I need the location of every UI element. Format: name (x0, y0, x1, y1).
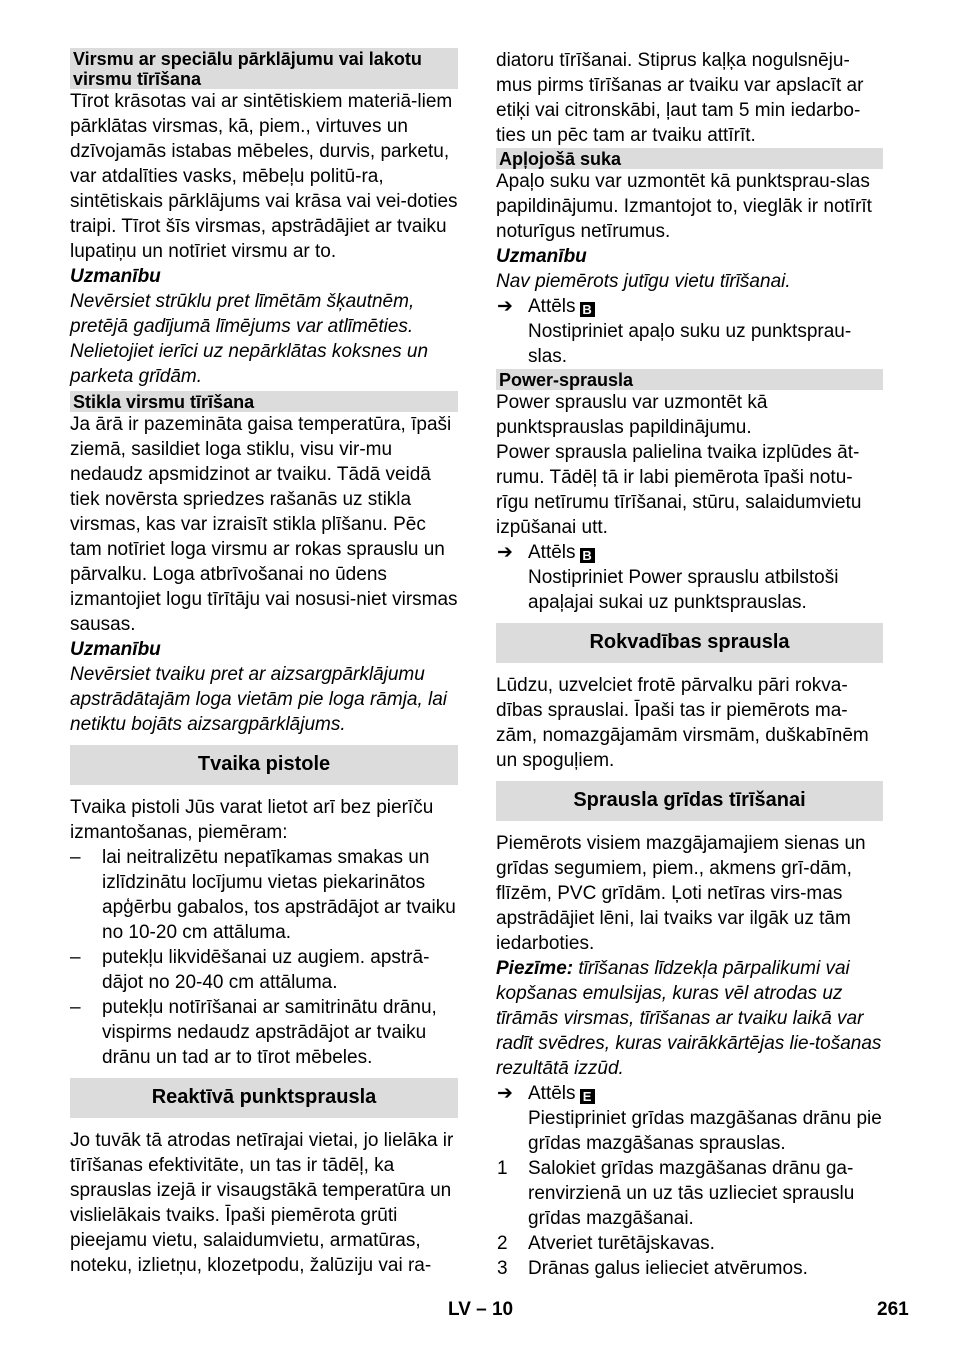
step-number: 3 (497, 1258, 508, 1279)
paragraph-round-brush: Apaļo suku var uzmontēt kā punktsprau-slas papildinājumu. Izmantojot to, vieglāk ir notīrīt noturīgus netīrumus. (496, 171, 872, 242)
list-item (70, 995, 458, 1070)
paragraph-continued: diatoru tīrīšanai. Stiprus kaļķa nogulsnēju-mus pirms tīrīšanas ar tvaiku var apslacīt ar etiķi vai citronskābi, ļaut tam 5 min iedarbo-ties un pēc tam ar tvaiku attīrīt. (496, 50, 864, 146)
step-number: 2 (497, 1233, 508, 1254)
caution-text: Nevērsiet strūklu pret līmētām šķautnēm, pretējā gadījumā līmējums var atlīmēties. Nelietojiet ierīci uz nepārklātas koksnes un parketa grīdām. (70, 291, 429, 387)
section-heading-coated-surfaces: Virsmu ar speciālu pārklājumu vai lakotu virsmu tīrīšana (70, 48, 458, 89)
step-text: Drānas galus ielieciet atvērumos. (528, 1258, 808, 1279)
instruction-step: Nostipriniet apaļo suku uz punktsprau-slas. (528, 321, 852, 367)
numbered-step (496, 1156, 883, 1231)
note (496, 956, 883, 1081)
dash-marker: – (70, 847, 81, 868)
dash-marker: – (70, 997, 81, 1018)
section-heading-power-nozzle: Power-sprausla (496, 369, 883, 390)
section-heading-floor-nozzle: Sprausla grīdas tīrīšanai (496, 781, 883, 821)
step-number: 1 (497, 1158, 508, 1179)
left-column (70, 48, 458, 1278)
section-heading-steam-gun: Tvaika pistole (70, 745, 458, 785)
caution-label: Uzmanību (70, 639, 161, 660)
figure-reference (496, 540, 883, 565)
figure-label: Attēls (528, 296, 576, 317)
step-text: Salokiet grīdas mazgāšanas drānu ga-renvirzienā un uz tās uzlieciet sprauslu grīdas mazgāšanai. (528, 1158, 855, 1229)
instruction-step: Nostipriniet Power sprauslu atbilstoši apaļajai sukai uz punktsprauslas. (528, 567, 839, 613)
paragraph-coated-surfaces: Tīrot krāsotas vai ar sintētiskiem materiā-liem pārklātas virsmas, kā, piem., virtuves un dzīvojamās istabas mēbeles, durvis, parketu, var atdalīties vasks, mēbeļu politū-ra, sintētiskais pārklājums vai krāsa vai vei-doties traipi. Tīrot šīs virsmas, apstrādājiet ar tvaiku lupatiņu un notīriet virsmu ar to. (70, 91, 458, 262)
section-heading-hand-nozzle: Rokvadības sprausla (496, 623, 883, 663)
paragraph-steam-gun: Tvaika pistoli Jūs varat lietot arī bez pierīču izmantošanas, piemēram: (70, 797, 434, 843)
numbered-step (496, 1231, 883, 1256)
figure-reference (496, 294, 883, 319)
paragraph-hand-nozzle: Lūdzu, uzvelciet frotē pārvalku pāri rokva-dības sprauslai. Īpaši tas ir piemērots ma-zām, nomazgājamām virsmām, duškabīnēm un spoguļiem. (496, 675, 869, 771)
figure-label: Attēls (528, 1083, 576, 1104)
note-text: tīrīšanas līdzekļa pārpalikumi vai kopšanas emulsijas, kuras vēl atrodas uz tīrāmās virsmas, tīrīšanas ar tvaiku laikā var radīt svēdres, kuras vairākkārtējas lie-tošanas rezultātā izzūd. (496, 958, 882, 1079)
list-item-text: putekļu likvidēšanai uz augiem. apstrā-dājot no 20-40 cm attāluma. (102, 947, 430, 993)
note-label: Piezīme: (496, 958, 574, 979)
arrow-icon: ➔ (497, 1083, 513, 1104)
section-heading-round-brush: Apļojošā suka (496, 148, 883, 169)
section-heading-jet-nozzle: Reaktīvā punktsprausla (70, 1078, 458, 1118)
numbered-step (496, 1256, 883, 1281)
right-column (496, 48, 883, 1281)
figure-reference (496, 1081, 883, 1106)
figure-letter-badge: E (580, 1089, 595, 1104)
figure-label: Attēls (528, 542, 576, 563)
paragraph-power-nozzle-a: Power sprauslu var uzmontēt kā punktsprauslas papildinājumu. (496, 392, 768, 438)
footer-language-page: LV – 10 (448, 1299, 514, 1320)
paragraph-power-nozzle-b: Power sprausla palielina tvaika izplūdes āt-rumu. Tādēļ tā ir labi piemērota īpaši notu-rīgu netīrumu tīrīšanai, stūru, salaidumvietu izpūšanai utt. (496, 442, 862, 538)
caution-label: Uzmanību (496, 246, 587, 267)
figure-letter-badge: B (580, 302, 595, 317)
section-heading-glass: Stikla virsmu tīrīšana (70, 391, 458, 412)
paragraph-floor-nozzle: Piemērots visiem mazgājamajiem sienas un grīdas segumiem, piem., akmens grī-dām, flīzēm, PVC grīdām. Ļoti netīras virs-mas apstrādājiet lēni, lai tvaiks var ilgāk uz tām iedarboties. (496, 833, 866, 954)
caution-text: Nevērsiet tvaiku pret ar aizsargpārklājumu apstrādātajām loga vietām pie loga rāmja, lai netiktu bojāts aizsargpārklājums. (70, 664, 448, 735)
list-item (70, 845, 458, 945)
list-item-text: lai neitralizētu nepatīkamas smakas un izlīdzinātu locījumu vietas piekarinātos apģērbu gabalos, tos apstrādājot ar tvaiku no 10-20 cm attāluma. (102, 847, 456, 943)
list-item (70, 945, 458, 995)
list-item-text: putekļu notīrīšanai ar samitrinātu drānu, vispirms nedaudz apstrādājot ar tvaiku drānu un tad ar to tīrot mēbeles. (102, 997, 437, 1068)
arrow-icon: ➔ (497, 542, 513, 563)
instruction-step: Piestipriniet grīdas mazgāšanas drānu pie grīdas mazgāšanas sprauslas. (528, 1108, 882, 1154)
arrow-icon: ➔ (497, 296, 513, 317)
paragraph-jet-nozzle: Jo tuvāk tā atrodas netīrajai vietai, jo lielāka ir tīrīšanas efektivitāte, un tas ir tādēļ, ka sprauslas izejā ir visaugstākā temperatūra un vislielākais tvaiks. Īpaši piemērota grūti pieejamu vietu, salaidumvietu, armatūras, noteku, izlietņu, klozetpodu, žalūziju vai ra- (70, 1130, 454, 1276)
paragraph-glass: Ja ārā ir pazemināta gaisa temperatūra, īpaši ziemā, sasildiet loga stiklu, visu vir-mu nedaudz apsmidzinot ar tvaiku. Tādā veidā tiek novērsta spriedzes rašanās uz stikla virsmas, kas var izraisīt stikla plīšanu. Pēc tam notīriet loga virsmu ar rokas sprauslu un pārvalku. Loga atbrīvošanai no ūdens izmantojiet logu tīrītāju vai nosusi-niet virsmas sausas. (70, 414, 458, 635)
page-number: 261 (877, 1299, 909, 1320)
caution-label: Uzmanību (70, 266, 161, 287)
caution-text: Nav piemērots jutīgu vietu tīrīšanai. (496, 271, 791, 292)
step-text: Atveriet turētājskavas. (528, 1233, 715, 1254)
dash-marker: – (70, 947, 81, 968)
figure-letter-badge: B (580, 548, 595, 563)
